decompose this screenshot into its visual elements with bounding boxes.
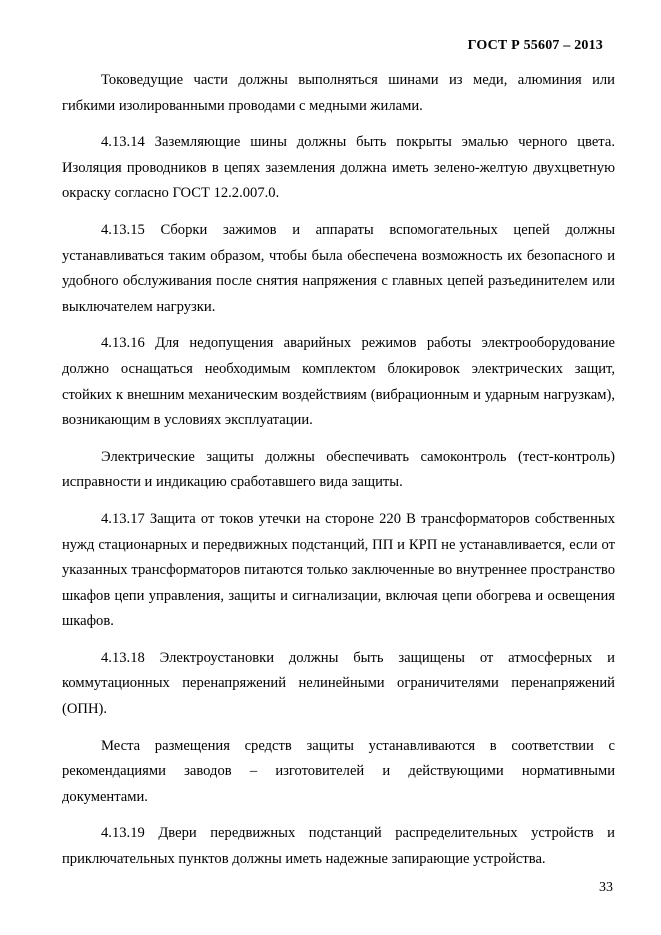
paragraph-protection-placement: Места размещения средств защиты устанавливаются в соответствии с рекомендациями заводов – изготовителей и действующими нормативными документами. [62, 737, 615, 805]
paragraph-conductive-parts: Токоведущие части должны выполняться шинами из меди, алюминия или гибкими изолированными проводами с медными жилами. [62, 72, 615, 114]
paragraph-4-13-15: 4.13.15 Сборки зажимов и аппараты вспомогательных цепей должны устанавливаться таким образом, чтобы была обеспечена возможность их безопасного и удобного обслуживания после снятия напряжения с главных цепей разъединителем или выключателем нагрузки. [62, 221, 615, 315]
paragraph-protection-selfcontrol: Электрические защиты должны обеспечивать самоконтроль (тест-контроль) исправности и индикацию сработавшего вида защиты. [62, 448, 615, 491]
paragraph-4-13-18: 4.13.18 Электроустановки должны быть защищены от атмосферных и коммутационных перенапряжений нелинейными ограничителями перенапряжений (ОПН). [62, 649, 615, 718]
paragraph-4-13-19: 4.13.19 Двери передвижных подстанций распределительных устройств и приключательных пунктов должны иметь надежные запирающие устройства. [62, 825, 615, 868]
paragraph-4-13-16: 4.13.16 Для недопущения аварийных режимов работы электрооборудование должно оснащаться необходимым комплектом блокировок электрических защит, стойких к внешним механическим воздействиям (вибрационным и ударным нагрузкам), возникающим в условиях эксплуатации. [62, 335, 615, 429]
page-number: 33 [599, 880, 613, 895]
document-body [62, 68, 615, 884]
document-header: ГОСТ Р 55607 – 2013 [467, 38, 603, 53]
paragraph-4-13-17: 4.13.17 Защита от токов утечки на стороне 220 В трансформаторов собственных нужд стационарных и передвижных подстанций, ПП и КРП не устанавливается, если от указанных трансформаторов питаются только заключенные во внутреннее пространство шкафов цепи управления, защиты и сигнализации, включая цепи обогрева и освещения шкафов. [62, 510, 615, 630]
paragraph-4-13-14: 4.13.14 Заземляющие шины должны быть покрыты эмалью черного цвета. Изоляция проводников в цепях заземления должна иметь зелено-желтую двухцветную окраску согласно ГОСТ 12.2.007.0. [62, 134, 615, 202]
